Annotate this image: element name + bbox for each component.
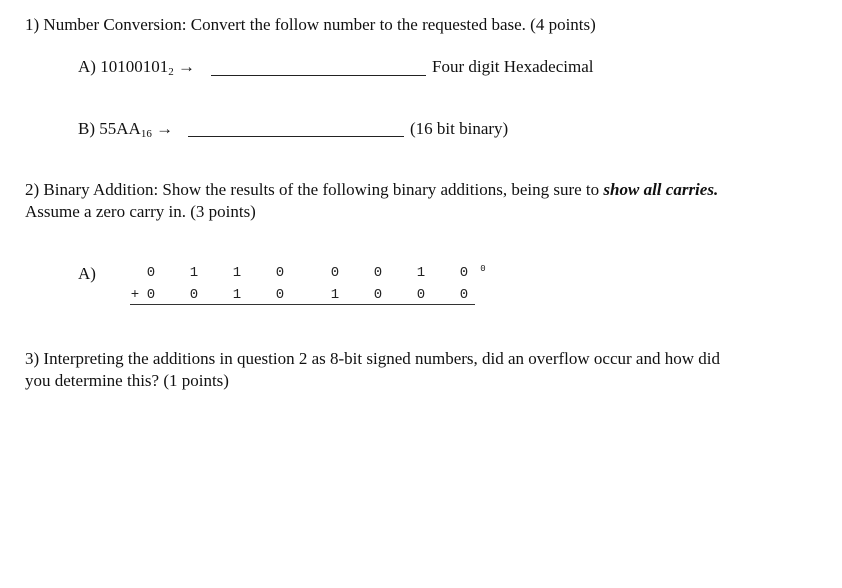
question-2-text-line2: Assume a zero carry in. (3 points) bbox=[25, 202, 256, 221]
row2-digit: 0 bbox=[146, 287, 156, 303]
question-1b-answer-blank[interactable] bbox=[188, 136, 404, 137]
carry-in-digit: 0 bbox=[480, 264, 486, 274]
question-3-text-line2: you determine this? (1 points) bbox=[25, 371, 229, 390]
question-1a-prompt bbox=[78, 57, 195, 77]
question-2a-label: A) bbox=[78, 264, 96, 283]
row2-digit: 0 bbox=[373, 287, 383, 303]
question-1a-base: 2 bbox=[168, 66, 174, 78]
row1-digit: 1 bbox=[416, 265, 426, 281]
row1-digit: 0 bbox=[373, 265, 383, 281]
question-2-text bbox=[25, 180, 718, 200]
row1-digit: 0 bbox=[275, 265, 285, 281]
arrow-icon: → bbox=[156, 119, 174, 138]
row1-digit: 0 bbox=[146, 265, 156, 281]
plus-sign: + bbox=[130, 287, 140, 303]
question-1b-label: B) 55AA bbox=[78, 119, 141, 138]
row2-digit: 0 bbox=[189, 287, 199, 303]
question-2-text-main: 2) Binary Addition: Show the results of the following binary additions, being sure to bbox=[25, 180, 604, 199]
arrow-icon: → bbox=[177, 57, 195, 76]
question-1b-suffix: (16 bit binary) bbox=[410, 119, 509, 138]
row2-digit: 1 bbox=[330, 287, 340, 303]
question-1a-suffix: Four digit Hexadecimal bbox=[432, 57, 594, 76]
sum-line bbox=[130, 304, 475, 305]
row2-digit: 0 bbox=[459, 287, 469, 303]
row2-digit: 0 bbox=[416, 287, 426, 303]
row1-digit: 0 bbox=[330, 265, 340, 281]
question-1-text: 1) Number Conversion: Convert the follow number to the requested base. (4 points) bbox=[25, 15, 596, 34]
question-1a-label: A) 10100101 bbox=[78, 57, 169, 76]
row2-digit: 1 bbox=[232, 287, 242, 303]
question-2-emphasis: show all carries. bbox=[603, 180, 719, 199]
row1-digit: 0 bbox=[459, 265, 469, 281]
row1-digit: 1 bbox=[232, 265, 242, 281]
question-3-text-line1: 3) Interpreting the additions in question 2 as 8-bit signed numbers, did an overflow occur and how did bbox=[25, 349, 720, 368]
question-1b-prompt bbox=[78, 119, 173, 139]
row2-digit: 0 bbox=[275, 287, 285, 303]
row1-digit: 1 bbox=[189, 265, 199, 281]
question-1a-answer-blank[interactable] bbox=[211, 75, 426, 76]
question-1b-base: 16 bbox=[140, 128, 152, 140]
